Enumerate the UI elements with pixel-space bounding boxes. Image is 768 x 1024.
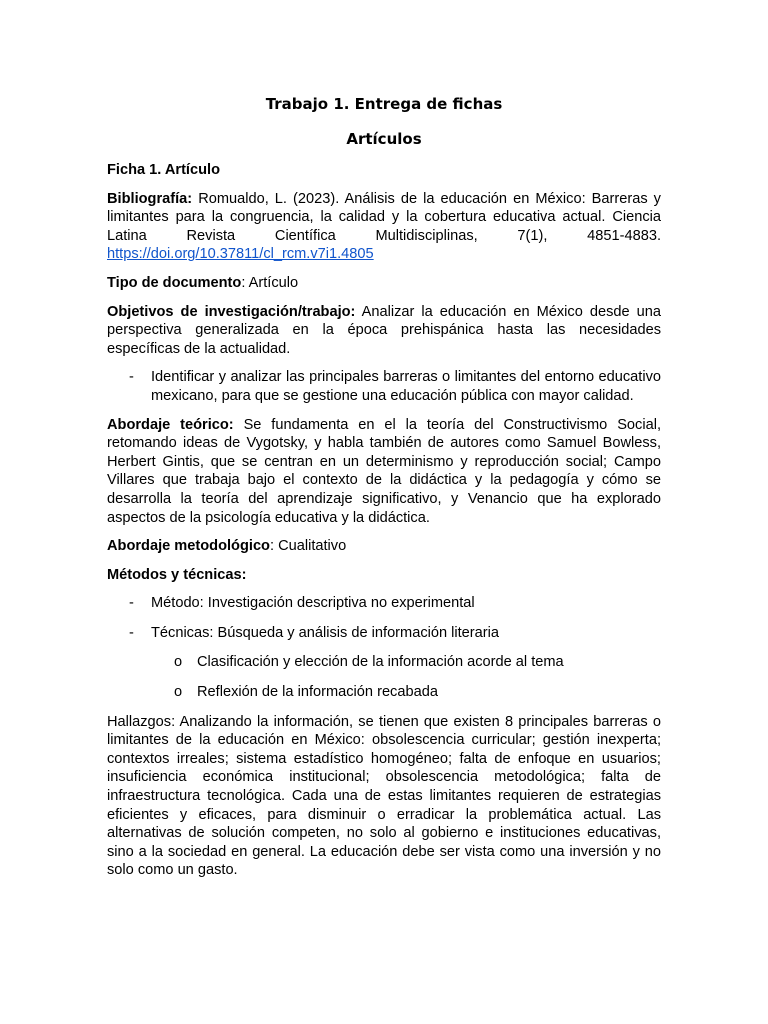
objetivos-label: Objetivos de investigación/trabajo:: [107, 303, 356, 320]
tecnica-subitem-text: Reflexión de la información recabada: [197, 684, 438, 701]
bibliografia-section: [107, 190, 661, 264]
circle-bullet: o: [174, 684, 183, 701]
metodos-label: Métodos y técnicas:: [107, 566, 247, 583]
objetivos-text: Analizar la educación en México desde una perspectiva generalizada en la época prehispánica hasta las necesidades específicas de la actualidad.: [107, 303, 661, 357]
circle-bullet: o: [174, 654, 183, 671]
document-subtitle: Artículos: [346, 130, 422, 148]
tipo-documento: [107, 274, 661, 293]
tecnica-subitem: [107, 683, 661, 702]
doi-link[interactable]: https://doi.org/10.37811/cl_rcm.v7i1.4805: [107, 246, 374, 263]
tecnica-subitem-text: Clasificación y elección de la información acorde al tema: [197, 654, 564, 671]
tecnica-subitem: [107, 653, 661, 672]
objetivos-paragraph: [107, 303, 661, 359]
tipo-documento-label: Tipo de documento: [107, 274, 242, 291]
metodos-heading: [107, 566, 661, 585]
tecnicas-item: [107, 624, 661, 643]
abordaje-teorico-label: Abordaje teórico:: [107, 416, 234, 433]
objetivos-item-text: Identificar y analizar las principales barreras o limitantes del entorno educativo mexicano, para que se gestione una educación pública con mayor calidad.: [151, 369, 661, 404]
bibliografia-doi-line: [107, 245, 661, 264]
abordaje-metodologico-value: : Cualitativo: [269, 538, 347, 555]
ficha-heading-text: Ficha 1. Artículo: [107, 162, 220, 178]
abordaje-teorico-text: Se fundamenta en el la teoría del Constructivismo Social, retomando ideas de Vygotsky, y habla también de autores como Samuel Bowless, Herbert Gintis, que se centran en un determinismo y reproducción social; Campo Villares que trabaja bajo el contexto de la didáctica y la pedagogía y cómo se desarrolla la teoría del aprendizaje significativo, y Venancio que ha explorado aspectos de la psicología educativa y la didáctica.: [107, 416, 661, 526]
dash-bullet: -: [129, 595, 134, 612]
abordaje-metodologico-label: Abordaje metodológico: [107, 538, 270, 555]
metodo-text: Método: Investigación descriptiva no experimental: [151, 595, 475, 612]
hallazgos-paragraph: Hallazgos: Analizando la información, se tienen que existen 8 principales barreras o limitantes de la educación en México: obsolescencia curricular; gestión inexperta; contextos irreales; sistema estadístico homogéneo; falta de enfoque en usuarios; insuficiencia económica institucional; obsolescencia metodológica; falta de infraestructura tecnológica. Cada una de estas limitantes requieren de estrategias eficientes y eficaces, para disminuir o erradicar la problemática actual. Las alternativas de solución competen, no solo al gobierno e instituciones educativas, sino a la sociedad en general. La educación debe ser vista como una inversión y no solo como un gasto.: [107, 713, 661, 879]
document-title: Trabajo 1. Entrega de fichas: [265, 95, 503, 113]
dash-bullet: -: [129, 624, 134, 641]
bibliografia-label: Bibliografía:: [107, 190, 193, 207]
objetivos-item: [107, 368, 661, 405]
document-page: [107, 92, 661, 880]
metodo-item: [107, 594, 661, 613]
ficha-heading: [107, 161, 661, 180]
dash-bullet: -: [129, 369, 134, 386]
tecnicas-text: Técnicas: Búsqueda y análisis de información literaria: [151, 624, 499, 641]
abordaje-metodologico: [107, 537, 661, 556]
bibliografia-text: Romualdo, L. (2023). Análisis de la educación en México: Barreras y limitantes para la congruencia, la calidad y la cobertura educativa actual. Ciencia Latina Revista Científica Multidisciplinas, 7(1), 4851-4883.: [107, 190, 661, 244]
bibliografia-paragraph: [107, 190, 661, 246]
tipo-documento-value: : Artículo: [241, 274, 299, 291]
abordaje-teorico-paragraph: [107, 416, 661, 528]
